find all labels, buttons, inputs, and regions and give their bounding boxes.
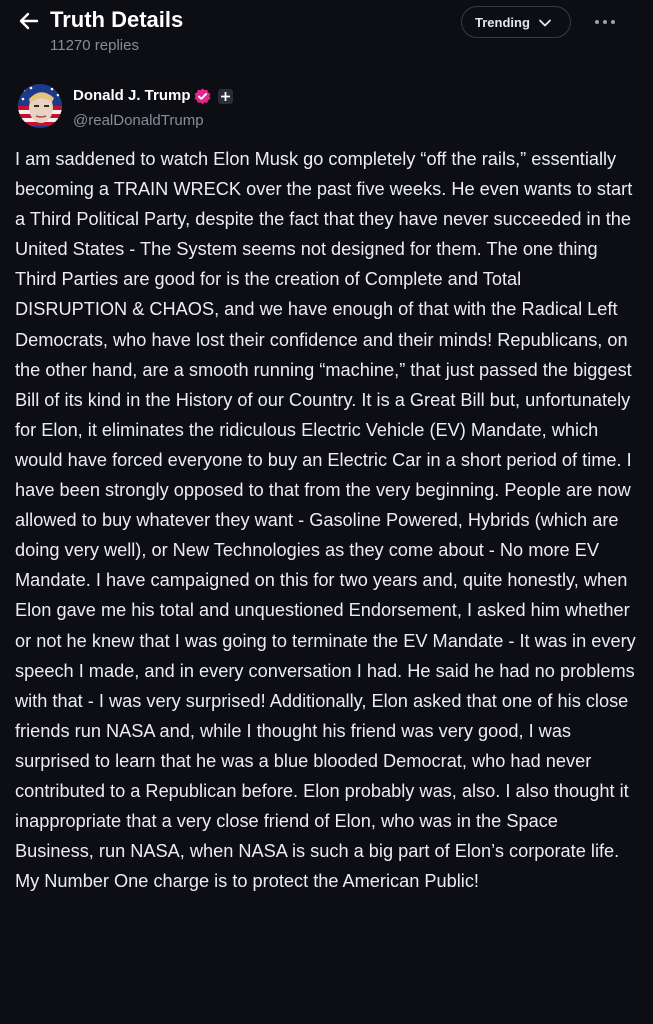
author-handle[interactable]: @realDonaldTrump [73, 112, 204, 129]
reply-count: 11270 replies [50, 37, 139, 54]
plus-badge [218, 89, 233, 104]
author-name[interactable]: Donald J. Trump [73, 87, 191, 104]
arrow-left-icon [18, 10, 40, 32]
chevron-down-icon [538, 16, 552, 30]
post-author [14, 82, 634, 134]
page-header [0, 0, 653, 60]
avatar[interactable] [18, 84, 62, 128]
more-horizontal-icon [594, 18, 616, 26]
post-text: I am saddened to watch Elon Musk go completely “off the rails,” essentially becoming a TRAIN WRECK over the past five weeks. He even wants to start a Third Political Party, despite the fact that they have never succeeded in the United States - The System seems not designed for them. The one thing Third Parties are good for is the creation of Complete and Total DISRUPTION & CHAOS, and we have enough of that with the Radical Left Democrats, who have lost their confidence and their minds! Republicans, on the other hand, are a smooth running “machine,” that just passed the biggest Bill of its kind in the History of our Country. It is a Great Bill but, unfortunately for Elon, it eliminates the ridiculous Electric Vehicle (EV) Mandate, which would have forced everyone to buy an Electric Car in a short period of time. I have been strongly opposed to that from the very beginning. People are now allowed to buy whatever they want - Gasoline Powered, Hybrids (which are doing very well), or New Technologies as they come about - No more EV Mandate. I have campaigned on this for two years and, quite honestly, when Elon gave me his total and unquestioned Endorsement, I asked him whether or not he knew that I was going to terminate the EV Mandate - It was in every speech I made, and in every conversation I had. He said he had no problems with that - I was very surprised! Additionally, Elon asked that one of his close friends run NASA and, while I thought his friend was very good, I was surprised to learn that he was a blue blooded Democrat, who had never contributed to a Republican before. Elon probably was, also. I also thought it inappropriate that a very close friend of Elon, who was in the Space Business, run NASA, when NASA is such a big part of Elon’s corporate life. My Number One charge is to protect the American Public! [15, 149, 636, 892]
page-title: Truth Details [50, 7, 184, 32]
plus-icon [221, 92, 230, 101]
verified-badge-icon [194, 88, 211, 105]
sort-dropdown[interactable] [461, 6, 571, 38]
sort-dropdown-label: Trending [475, 14, 530, 30]
more-options-button[interactable] [590, 8, 620, 36]
back-button[interactable] [14, 6, 44, 36]
